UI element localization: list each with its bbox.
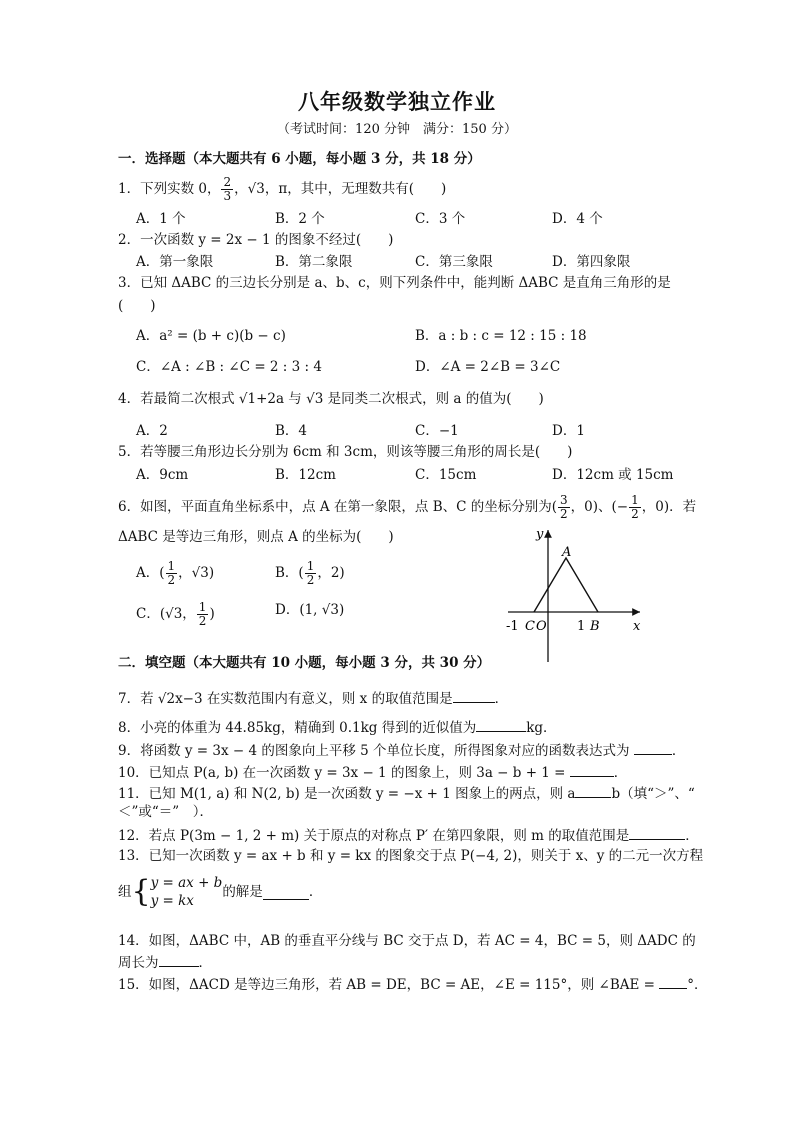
x-axis-label: x bbox=[633, 619, 641, 634]
q1-text-pre: 1．下列实数 0， bbox=[118, 181, 221, 197]
question-7: 7．若 √2x−3 在实数范围内有意义，则 x 的取值范围是 ． bbox=[118, 688, 508, 708]
q6-text-mid: ，0)、(− bbox=[570, 499, 629, 515]
q10-answer-blank[interactable] bbox=[570, 762, 614, 777]
q1-text-mid: ，√3，π，其中，无理数共有( ) bbox=[234, 181, 447, 197]
section-2-heading: 二．填空题（本大题共有 10 小题，每小题 3 分，共 30 分） bbox=[118, 655, 491, 671]
q2-option-b[interactable]: B．第二象限 bbox=[275, 254, 353, 270]
q7-answer-blank[interactable] bbox=[453, 688, 495, 703]
q4-option-d[interactable]: D．1 bbox=[552, 423, 585, 439]
tick-1-label: 1 bbox=[577, 619, 586, 634]
point-a-label: A bbox=[562, 545, 572, 560]
q1-fraction: $\frac{2}{3}$ bbox=[223, 175, 232, 203]
question-13: 13．已知一次函数 y = ax + b 和 y = kx 的图象交于点 P(−4, 2)，则关于 x、y 的二元一次方程 bbox=[118, 848, 704, 864]
q6-fraction-1: $\frac{3}{2}$ bbox=[560, 493, 568, 521]
q3-option-d[interactable]: D．∠A = 2∠B = 3∠C bbox=[415, 359, 561, 375]
question-3: 3．已知 ΔABC 的三边长分别是 a、b、c，则下列条件中，能判断 ΔABC 是直角三角形的是 bbox=[118, 275, 671, 291]
question-15: 15．如图，ΔACD 是等边三角形，若 AB = DE，BC = AE，∠E = 115°，则 ∠BAE = °． bbox=[118, 974, 708, 994]
question-1 bbox=[118, 176, 446, 203]
q1-option-d[interactable]: D．4 个 bbox=[552, 211, 603, 227]
q6-text-post: ，0)．若 bbox=[641, 499, 697, 515]
q11-answer-blank[interactable] bbox=[575, 783, 611, 798]
y-axis-label: y bbox=[536, 527, 544, 542]
q9-answer-blank[interactable] bbox=[634, 740, 672, 755]
q12-answer-blank[interactable] bbox=[629, 825, 685, 840]
q5-option-b[interactable]: B．12cm bbox=[275, 467, 336, 483]
section-1-heading: 一．选择题（本大题共有 6 小题，每小题 3 分，共 18 分） bbox=[118, 151, 481, 167]
q13-equation-1: y = ax + b bbox=[150, 875, 223, 891]
q1-option-b[interactable]: B．2 个 bbox=[275, 211, 325, 227]
question-14: 14．如图，ΔABC 中，AB 的垂直平分线与 BC 交于点 D，若 AC = 4，BC = 5，则 ΔADC 的 bbox=[118, 933, 696, 949]
question-11: 11．已知 M(1, a) 和 N(2, b) 是一次函数 y = −x + 1 图象上的两点，则 a b（填“＞”、“ bbox=[118, 783, 695, 803]
q15-answer-blank[interactable] bbox=[659, 974, 687, 989]
q1-option-a[interactable]: A．1 个 bbox=[136, 211, 186, 227]
q5-option-a[interactable]: A．9cm bbox=[136, 467, 189, 483]
q3-option-a[interactable]: A．a² = (b + c)(b − c) bbox=[136, 328, 286, 344]
q6-option-a[interactable]: A．( $\frac{1}{2}$ ，√3) bbox=[136, 559, 215, 587]
tick-neg1-label: -1 bbox=[506, 619, 519, 634]
q6-line-2: ΔABC 是等边三角形，则点 A 的坐标为( ) bbox=[118, 529, 394, 545]
question-11-line-2: ＜”或“＝” ）． bbox=[118, 804, 213, 820]
q4-option-b[interactable]: B．4 bbox=[275, 423, 308, 439]
q5-option-c[interactable]: C．15cm bbox=[415, 467, 477, 483]
q6-fraction-2: $\frac{1}{2}$ bbox=[631, 493, 639, 521]
q6-option-d[interactable]: D．(1, √3) bbox=[275, 602, 345, 618]
point-b-label: B bbox=[590, 619, 600, 634]
q3-answer-paren: ( ) bbox=[118, 298, 156, 314]
question-5: 5．若等腰三角形边长分别为 6cm 和 3cm，则该等腰三角形的周长是( ) bbox=[118, 444, 573, 460]
q6-coordinate-figure bbox=[500, 522, 650, 667]
question-9: 9．将函数 y = 3x − 4 的图象向上平移 5 个单位长度，所得图象对应的函数表达式为 ． bbox=[118, 740, 685, 760]
q13-equation-2: y = kx bbox=[150, 893, 194, 909]
q14-answer-blank[interactable] bbox=[159, 952, 199, 967]
question-13-system: 组{ y = ax + b y = kx 的解是 ． bbox=[118, 874, 323, 909]
question-2: 2．一次函数 y = 2x − 1 的图象不经过( ) bbox=[118, 232, 394, 248]
question-8: 8．小亮的体重为 44.85kg，精确到 0.1kg 得到的近似值为 kg． bbox=[118, 717, 557, 737]
q6-option-c[interactable]: C．(√3， $\frac{1}{2}$ ) bbox=[136, 600, 215, 628]
q1-option-c[interactable]: C．3 个 bbox=[415, 211, 466, 227]
question-4: 4．若最简二次根式 √1+2a 与 √3 是同类二次根式，则 a 的值为( ) bbox=[118, 391, 544, 407]
q6-option-b[interactable]: B．( $\frac{1}{2}$ ，2) bbox=[275, 559, 345, 587]
q2-option-d[interactable]: D．第四象限 bbox=[552, 254, 631, 270]
q4-option-c[interactable]: C．−1 bbox=[415, 423, 459, 439]
exam-info: （考试时间：120 分钟 满分：150 分） bbox=[277, 122, 517, 137]
q3-option-b[interactable]: B．a : b : c = 12 : 15 : 18 bbox=[415, 328, 587, 344]
page-title: 八年级数学独立作业 bbox=[298, 89, 496, 114]
question-6 bbox=[118, 494, 696, 521]
q2-option-a[interactable]: A．第一象限 bbox=[136, 254, 214, 270]
q6-text-pre: 6．如图，平面直角坐标系中，点 A 在第一象限，点 B、C 的坐标分别为( bbox=[118, 499, 558, 515]
origin-label: O bbox=[536, 619, 547, 634]
q2-option-c[interactable]: C．第三象限 bbox=[415, 254, 493, 270]
q5-option-d[interactable]: D．12cm 或 15cm bbox=[552, 467, 674, 483]
q8-answer-blank[interactable] bbox=[476, 717, 526, 732]
triangle-abc bbox=[534, 558, 598, 612]
q3-option-c[interactable]: C．∠A : ∠B : ∠C = 2 : 3 : 4 bbox=[136, 359, 322, 375]
q4-option-a[interactable]: A．2 bbox=[136, 423, 168, 439]
point-c-label: C bbox=[525, 619, 535, 634]
question-10: 10．已知点 P(a, b) 在一次函数 y = 3x − 1 的图象上，则 3a − b + 1 = ． bbox=[118, 762, 627, 782]
question-14-line-2: 周长为 ． bbox=[118, 952, 212, 972]
q13-answer-blank[interactable] bbox=[263, 885, 309, 900]
question-12: 12．若点 P(3m − 1, 2 + m) 关于原点的对称点 P′ 在第四象限，则 m 的取值范围是 ． bbox=[118, 825, 699, 845]
